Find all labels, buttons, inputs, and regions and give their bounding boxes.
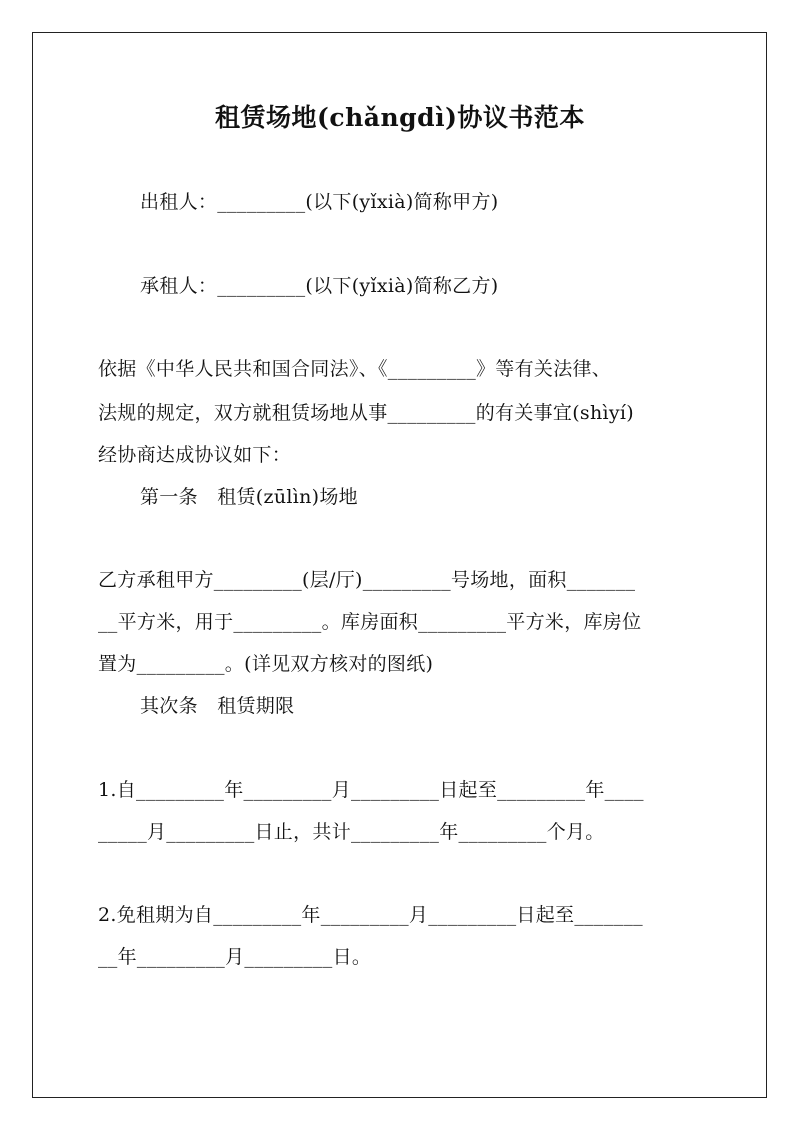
article-1-line-3: 置为_________。(详见双方核对的图纸) [98,653,434,675]
lessee-line: 承租人：_________(以下(yǐxià)简称乙方) [140,275,499,297]
term-item-2-line-2: __年_________月_________日。 [98,946,372,968]
article-2-heading: 其次条 租赁期限 [140,695,295,717]
intro-line-1: 依据《中华人民共和国合同法》、《_________》等有关法律、 [98,358,612,380]
document-title: 租赁场地(chǎngdì)协议书范本 [215,103,585,132]
intro-line-2: 法规的规定，双方就租赁场地从事_________的有关事宜(shìyí) [98,402,635,424]
lessor-line: 出租人：_________(以下(yǐxià)简称甲方) [140,191,499,213]
article-1-heading: 第一条 租赁(zūlìn)场地 [140,486,358,508]
term-item-1-line-1: 1.自_________年_________月_________日起至_________年____ [98,779,644,801]
article-1-line-2: __平方米，用于_________。库房面积_________平方米，库房位 [98,611,642,633]
term-item-1-line-2: _____月_________日止，共计_________年_________个月。 [98,821,605,843]
article-1-line-1: 乙方承租甲方_________(层/厅)_________号场地，面积_______ [98,569,636,591]
intro-line-3: 经协商达成协议如下： [98,444,292,466]
term-item-2-line-1: 2.免租期为自_________年_________月_________日起至_______ [98,904,643,926]
